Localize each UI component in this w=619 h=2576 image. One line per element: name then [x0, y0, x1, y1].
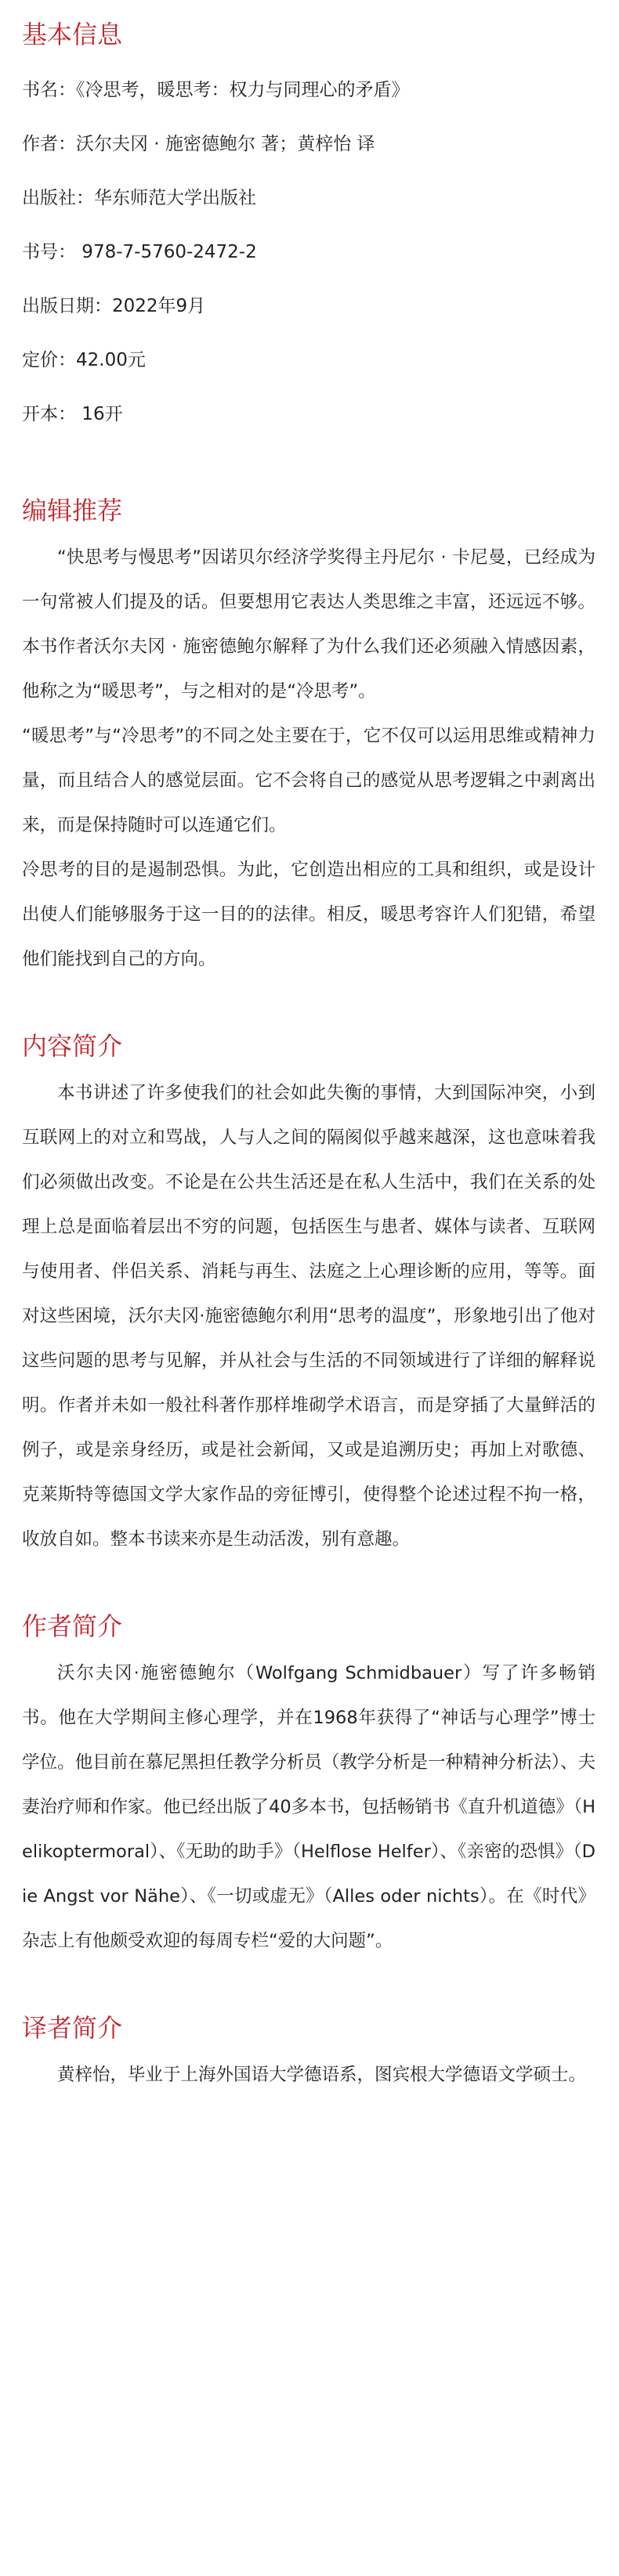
- author-intro-section: [22, 1611, 595, 1964]
- editor-recommend-title: 编辑推荐: [22, 496, 123, 525]
- author-intro-title: 作者简介: [22, 1611, 123, 1641]
- author-line: 作者：沃尔夫冈 · 施密德鲍尔 著；黄梓怡 译: [22, 134, 375, 154]
- content-summary-paragraph: 本书讲述了许多使我们的社会如此失衡的事情，大到国际冲突，小到互联网上的对立和骂战，人与人之间的隔阂似乎越来越深，这也意味着我们必须做出改变。不论是在公共生活还是在私人生活中，我们在关系的处理上总是面临着层出不穷的问题，包括医生与患者、媒体与读者、互联网与使用者、伴侣关系、消耗与再生、法庭之上心理诊断的应用，等等。面对这些困境，沃尔夫冈·施密德鲍尔利用“思考的温度”，形象地引出了他对这些问题的思考与见解，并从社会与生活的不同领域进行了详细的解释说明。作者并未如一般社科著作那样堆砌学术语言，而是穿插了大量鲜活的例子，或是亲身经历，或是社会新闻，又或是追溯历史；再加上对歌德、克莱斯特等德国文学大家作品的旁征博引，使得整个论述过程不拘一格，收放自如。整本书读来亦是生动活泼，别有意趣。: [22, 1083, 595, 1550]
- content-summary-title: 内容简介: [22, 1031, 123, 1061]
- translator-intro-section: [22, 2012, 595, 2098]
- editor-recommend-paragraph: “快思考与慢思考”因诺贝尔经济学奖得主丹尼尔 · 卡尼曼，已经成为一句常被人们提及的话。但要想用它表达人类思维之丰富，还远远不够。本书作者沃尔夫冈 · 施密德鲍尔解释了为什么我们还必须融入情感因素，他称之为“暖思考”，与之相对的是“冷思考”。: [22, 547, 595, 702]
- book-title-line: 书名：《冷思考，暖思考：权力与同理心的矛盾》: [22, 80, 410, 100]
- translator-intro-paragraph: 黄梓怡，毕业于上海外国语大学德语系，图宾根大学德语文学硕士。: [57, 2065, 587, 2085]
- basic-info-section: [22, 19, 595, 426]
- price-line: 定价：42.00元: [22, 350, 146, 370]
- format-line: 开本： 16开: [22, 404, 123, 424]
- publisher-line: 出版社：华东师范大学出版社: [22, 188, 256, 208]
- editor-recommend-section: [22, 495, 595, 982]
- translator-intro-title: 译者简介: [22, 2013, 123, 2043]
- editor-recommend-paragraph: “暖思考”与“冷思考”的不同之处主要在于，它不仅可以运用思维或精神力量，而且结合人的感觉层面。它不会将自己的感觉从思考逻辑之中剥离出来，而是保持随时可以连通它们。: [22, 726, 595, 835]
- content-summary-section: [22, 1030, 595, 1562]
- author-intro-paragraph: 沃尔夫冈·施密德鲍尔（Wolfgang Schmidbauer）写了许多畅销书。他在大学期间主修心理学，并在1968年获得了“神话与心理学”博士学位。他目前在慕尼黑担任教学分析员（教学分析是一种精神分析法）、夫妻治疗师和作家。他已经出版了40多本书，包括畅销书《直升机道德》（Helikoptermoral）、《无助的助手》（Helflose Helfer）、《亲密的恐惧》（Die Angst vor Nähe）、《一切或虚无》（Alles oder nichts）。在《时代》杂志上有他颇受欢迎的每周专栏“爱的大问题”。: [22, 1663, 595, 1951]
- isbn-line: 书号： 978-7-5760-2472-2: [22, 242, 257, 262]
- basic-info-title: 基本信息: [22, 20, 123, 49]
- publish-date-line: 出版日期：2022年9月: [22, 296, 206, 316]
- editor-recommend-paragraph: 冷思考的目的是遏制恐惧。为此，它创造出相应的工具和组织，或是设计出使人们能够服务于这一目的的法律。相反，暖思考容许人们犯错，希望他们能找到自己的方向。: [22, 860, 595, 969]
